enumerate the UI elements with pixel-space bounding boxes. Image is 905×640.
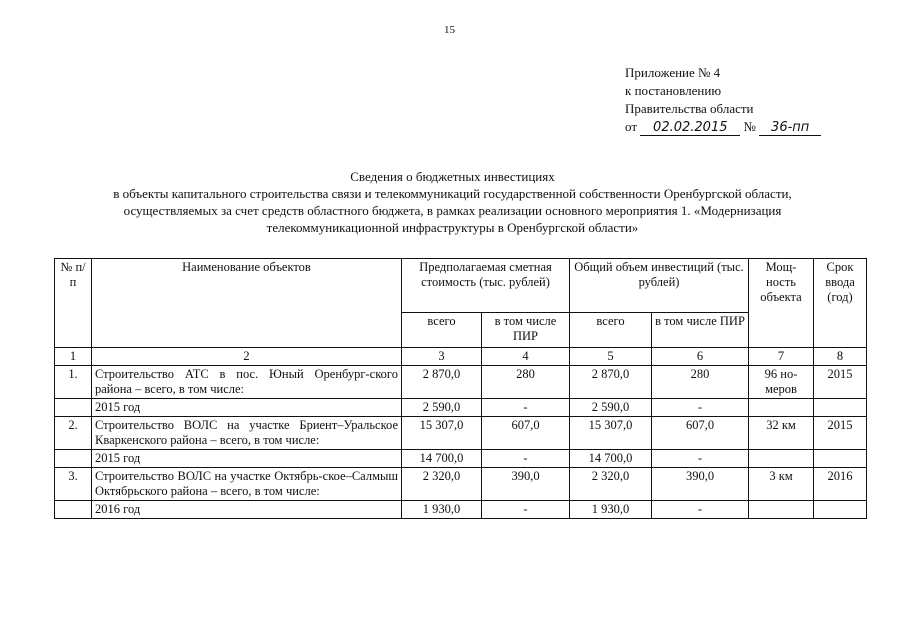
year-est-pir: - bbox=[482, 501, 570, 519]
year-est-total: 14 700,0 bbox=[402, 450, 482, 468]
table-year-row bbox=[55, 501, 867, 519]
year-inv-total: 2 590,0 bbox=[570, 399, 652, 417]
appendix-line-2: к постановлению bbox=[625, 83, 722, 98]
number-label: № bbox=[743, 119, 756, 134]
page-number: 15 bbox=[444, 24, 455, 36]
col-number: 1 bbox=[55, 348, 92, 366]
subheader-est-pir: в том числе ПИР bbox=[482, 312, 570, 347]
col-number: 8 bbox=[814, 348, 867, 366]
row-capacity: 3 км bbox=[749, 468, 814, 501]
subheader-est-total: всего bbox=[402, 312, 482, 347]
row-num: 2. bbox=[55, 417, 92, 450]
col-number: 3 bbox=[402, 348, 482, 366]
row-term: 2015 bbox=[814, 366, 867, 399]
col-number: 6 bbox=[652, 348, 749, 366]
empty-cell bbox=[749, 399, 814, 417]
col-number: 2 bbox=[92, 348, 402, 366]
year-inv-pir: - bbox=[652, 501, 749, 519]
title-line-1: Сведения о бюджетных инвестициях bbox=[350, 169, 555, 184]
row-capacity: 32 км bbox=[749, 417, 814, 450]
year-inv-total: 1 930,0 bbox=[570, 501, 652, 519]
appendix-date-line bbox=[625, 118, 821, 136]
investment-table bbox=[54, 258, 867, 519]
table-row bbox=[55, 366, 867, 399]
empty-cell bbox=[749, 450, 814, 468]
document-title bbox=[40, 168, 865, 236]
table-header-row bbox=[55, 259, 867, 313]
col-number: 7 bbox=[749, 348, 814, 366]
year-inv-pir: - bbox=[652, 450, 749, 468]
year-inv-pir: - bbox=[652, 399, 749, 417]
row-inv-pir: 390,0 bbox=[652, 468, 749, 501]
row-inv-total: 15 307,0 bbox=[570, 417, 652, 450]
table-row bbox=[55, 468, 867, 501]
header-name: Наименование объектов bbox=[92, 259, 402, 348]
subheader-inv-pir: в том числе ПИР bbox=[652, 312, 749, 347]
title-line-4: телекоммуникационной инфраструктуры в Оренбургской области» bbox=[266, 220, 639, 235]
empty-cell bbox=[814, 450, 867, 468]
year-est-pir: - bbox=[482, 450, 570, 468]
empty-cell bbox=[55, 450, 92, 468]
header-term: Срок ввода (год) bbox=[814, 259, 867, 348]
header-capacity: Мощ-ность объекта bbox=[749, 259, 814, 348]
row-est-pir: 607,0 bbox=[482, 417, 570, 450]
appendix-line-3: Правительства области bbox=[625, 101, 754, 116]
handwritten-number: 36-пп bbox=[759, 121, 821, 136]
year-label: 2015 год bbox=[92, 450, 402, 468]
handwritten-date: 02.02.2015 bbox=[640, 121, 740, 136]
column-number-row bbox=[55, 348, 867, 366]
year-inv-total: 14 700,0 bbox=[570, 450, 652, 468]
row-est-pir: 390,0 bbox=[482, 468, 570, 501]
row-inv-pir: 280 bbox=[652, 366, 749, 399]
row-term: 2016 bbox=[814, 468, 867, 501]
row-num: 1. bbox=[55, 366, 92, 399]
row-num: 3. bbox=[55, 468, 92, 501]
year-label: 2016 год bbox=[92, 501, 402, 519]
year-est-total: 1 930,0 bbox=[402, 501, 482, 519]
year-est-total: 2 590,0 bbox=[402, 399, 482, 417]
year-label: 2015 год bbox=[92, 399, 402, 417]
row-term: 2015 bbox=[814, 417, 867, 450]
col-number: 5 bbox=[570, 348, 652, 366]
empty-cell bbox=[749, 501, 814, 519]
row-capacity: 96 но-меров bbox=[749, 366, 814, 399]
empty-cell bbox=[55, 501, 92, 519]
row-inv-pir: 607,0 bbox=[652, 417, 749, 450]
row-est-total: 2 320,0 bbox=[402, 468, 482, 501]
empty-cell bbox=[814, 501, 867, 519]
row-est-total: 2 870,0 bbox=[402, 366, 482, 399]
title-line-3: осуществляемых за счет средств областного бюджета, в рамках реализации основного мероприятия 1. «Модернизация bbox=[123, 203, 782, 218]
header-num: № п/п bbox=[55, 259, 92, 348]
row-name: Строительство АТС в пос. Юный Оренбург-ского района – всего, в том числе: bbox=[92, 366, 402, 399]
table-year-row bbox=[55, 399, 867, 417]
year-est-pir: - bbox=[482, 399, 570, 417]
empty-cell bbox=[55, 399, 92, 417]
row-inv-total: 2 320,0 bbox=[570, 468, 652, 501]
appendix-block bbox=[625, 64, 821, 136]
table-row bbox=[55, 417, 867, 450]
row-name: Строительство ВОЛС на участке Октябрь-ское–Салмыш Октябрьского района – всего, в том числе: bbox=[92, 468, 402, 501]
row-name: Строительство ВОЛС на участке Бриент–Уральское Кваркенского района – всего, в том числе: bbox=[92, 417, 402, 450]
title-line-2: в объекты капитального строительства связи и телекоммуникаций государственной собственности Оренбургской области, bbox=[113, 186, 792, 201]
header-estimated: Предполагаемая сметная стоимость (тыс. рублей) bbox=[402, 259, 570, 313]
row-est-total: 15 307,0 bbox=[402, 417, 482, 450]
row-inv-total: 2 870,0 bbox=[570, 366, 652, 399]
empty-cell bbox=[814, 399, 867, 417]
col-number: 4 bbox=[482, 348, 570, 366]
subheader-inv-total: всего bbox=[570, 312, 652, 347]
row-est-pir: 280 bbox=[482, 366, 570, 399]
appendix-line-1: Приложение № 4 bbox=[625, 65, 721, 80]
table-year-row bbox=[55, 450, 867, 468]
header-investment: Общий объем инвестиций (тыс. рублей) bbox=[570, 259, 749, 313]
from-label: от bbox=[625, 119, 638, 134]
